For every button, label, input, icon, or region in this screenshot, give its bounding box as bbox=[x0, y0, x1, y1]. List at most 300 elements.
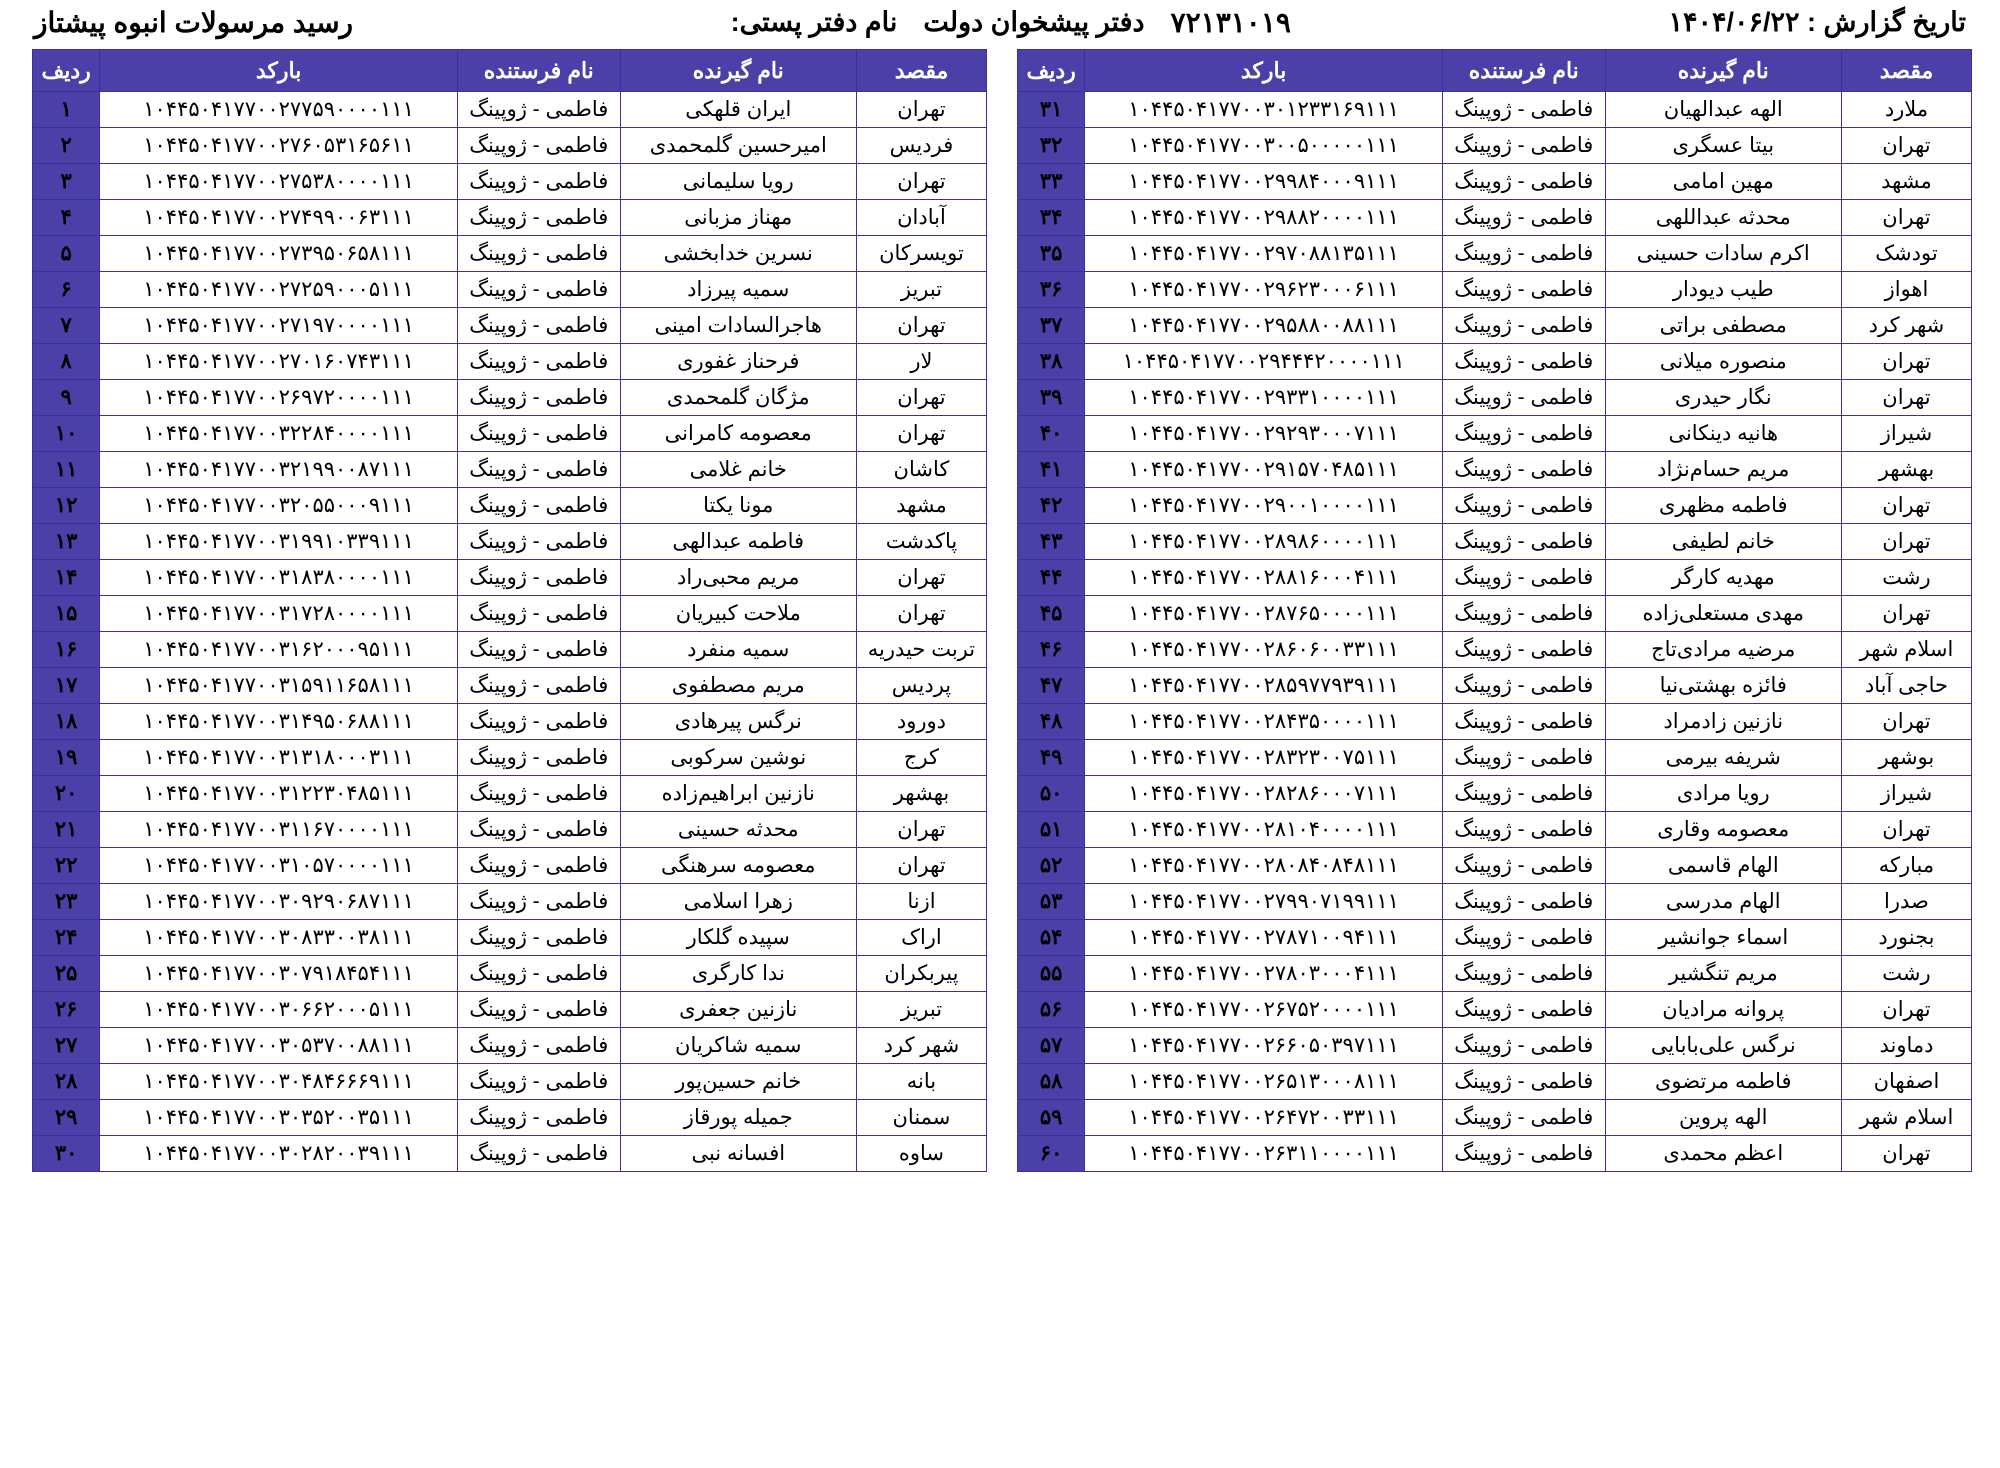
cell-destination: فردیس bbox=[856, 128, 986, 164]
table-row bbox=[33, 488, 987, 524]
cell-barcode: ۱۰۴۴۵۰۴۱۷۷۰۰۲۸۵۹۷۷۹۳۹۱۱۱ bbox=[1085, 668, 1443, 704]
column-header-row: ردیف bbox=[33, 50, 100, 92]
column-header-receiver: نام گیرنده bbox=[1605, 50, 1841, 92]
cell-receiver-name: مریم حسام‌نژاد bbox=[1605, 452, 1841, 488]
cell-destination: تهران bbox=[1841, 812, 1971, 848]
cell-barcode: ۱۰۴۴۵۰۴۱۷۷۰۰۳۱۲۲۳۰۴۸۵۱۱۱ bbox=[100, 776, 458, 812]
cell-receiver-name: مصطفی براتی bbox=[1605, 308, 1841, 344]
column-header-receiver: نام گیرنده bbox=[620, 50, 856, 92]
table-row bbox=[33, 1100, 987, 1136]
cell-row-number: ۱۴ bbox=[33, 560, 100, 596]
table-row bbox=[1018, 560, 1972, 596]
cell-destination: پاکدشت bbox=[856, 524, 986, 560]
report-date: تاریخ گزارش : ۱۴۰۴/۰۶/۲۲ bbox=[1668, 7, 1966, 37]
cell-receiver-name: الهام مدرسی bbox=[1605, 884, 1841, 920]
cell-row-number: ۳۹ bbox=[1018, 380, 1085, 416]
cell-receiver-name: نازنین زادمراد bbox=[1605, 704, 1841, 740]
cell-row-number: ۳ bbox=[33, 164, 100, 200]
cell-destination: اهواز bbox=[1841, 272, 1971, 308]
cell-receiver-name: فاطمه مرتضوی bbox=[1605, 1064, 1841, 1100]
cell-barcode: ۱۰۴۴۵۰۴۱۷۷۰۰۲۸۶۰۶۰۰۳۳۱۱۱ bbox=[1085, 632, 1443, 668]
cell-sender-name: فاطمی - ژوپینگ bbox=[1442, 956, 1605, 992]
cell-row-number: ۱۲ bbox=[33, 488, 100, 524]
table-row bbox=[1018, 128, 1972, 164]
table-row bbox=[33, 920, 987, 956]
cell-row-number: ۱۸ bbox=[33, 704, 100, 740]
table-row bbox=[33, 632, 987, 668]
cell-sender-name: فاطمی - ژوپینگ bbox=[1442, 776, 1605, 812]
cell-sender-name: فاطمی - ژوپینگ bbox=[457, 704, 620, 740]
table-row bbox=[1018, 92, 1972, 128]
cell-receiver-name: نرگس پیرهادی bbox=[620, 704, 856, 740]
cell-sender-name: فاطمی - ژوپینگ bbox=[457, 92, 620, 128]
table-row bbox=[33, 524, 987, 560]
cell-barcode: ۱۰۴۴۵۰۴۱۷۷۰۰۲۷۲۵۹۰۰۰۵۱۱۱ bbox=[100, 272, 458, 308]
table-row bbox=[33, 560, 987, 596]
table-row bbox=[1018, 236, 1972, 272]
cell-destination: تهران bbox=[1841, 200, 1971, 236]
cell-receiver-name: مریم مصطفوی bbox=[620, 668, 856, 704]
cell-receiver-name: منصوره میلانی bbox=[1605, 344, 1841, 380]
cell-row-number: ۴۸ bbox=[1018, 704, 1085, 740]
table-header-row bbox=[33, 50, 987, 92]
cell-receiver-name: نازنین جعفری bbox=[620, 992, 856, 1028]
cell-destination: تهران bbox=[856, 812, 986, 848]
cell-destination: اسلام شهر bbox=[1841, 632, 1971, 668]
post-office-info bbox=[731, 6, 1291, 39]
cell-receiver-name: مریم محبی‌راد bbox=[620, 560, 856, 596]
cell-sender-name: فاطمی - ژوپینگ bbox=[1442, 380, 1605, 416]
cell-row-number: ۲۴ bbox=[33, 920, 100, 956]
table-row bbox=[33, 272, 987, 308]
cell-sender-name: فاطمی - ژوپینگ bbox=[457, 1064, 620, 1100]
cell-barcode: ۱۰۴۴۵۰۴۱۷۷۰۰۲۸۳۲۳۰۰۷۵۱۱۱ bbox=[1085, 740, 1443, 776]
cell-destination: تهران bbox=[856, 560, 986, 596]
cell-sender-name: فاطمی - ژوپینگ bbox=[1442, 308, 1605, 344]
cell-receiver-name: افسانه نبی bbox=[620, 1136, 856, 1172]
cell-barcode: ۱۰۴۴۵۰۴۱۷۷۰۰۳۰۵۳۷۰۰۸۸۱۱۱ bbox=[100, 1028, 458, 1064]
cell-sender-name: فاطمی - ژوپینگ bbox=[457, 344, 620, 380]
cell-row-number: ۴۱ bbox=[1018, 452, 1085, 488]
cell-barcode: ۱۰۴۴۵۰۴۱۷۷۰۰۲۷۶۰۵۳۱۶۵۶۱۱ bbox=[100, 128, 458, 164]
cell-row-number: ۴۲ bbox=[1018, 488, 1085, 524]
cell-sender-name: فاطمی - ژوپینگ bbox=[1442, 992, 1605, 1028]
cell-receiver-name: نگار حیدری bbox=[1605, 380, 1841, 416]
cell-receiver-name: هانیه دینکانی bbox=[1605, 416, 1841, 452]
cell-row-number: ۴ bbox=[33, 200, 100, 236]
cell-destination: شیراز bbox=[1841, 776, 1971, 812]
cell-sender-name: فاطمی - ژوپینگ bbox=[457, 524, 620, 560]
cell-receiver-name: فاطمه مظهری bbox=[1605, 488, 1841, 524]
cell-sender-name: فاطمی - ژوپینگ bbox=[457, 776, 620, 812]
post-office-code: ۷۲۱۳۱۰۱۹ bbox=[1170, 7, 1291, 38]
cell-receiver-name: سمیه منفرد bbox=[620, 632, 856, 668]
cell-receiver-name: ملاحت کبیریان bbox=[620, 596, 856, 632]
cell-row-number: ۶۰ bbox=[1018, 1136, 1085, 1172]
column-header-sender: نام فرستنده bbox=[457, 50, 620, 92]
cell-sender-name: فاطمی - ژوپینگ bbox=[457, 272, 620, 308]
table-row bbox=[33, 884, 987, 920]
cell-barcode: ۱۰۴۴۵۰۴۱۷۷۰۰۳۰۱۲۳۳۱۶۹۱۱۱ bbox=[1085, 92, 1443, 128]
cell-sender-name: فاطمی - ژوپینگ bbox=[1442, 1028, 1605, 1064]
cell-sender-name: فاطمی - ژوپینگ bbox=[457, 1100, 620, 1136]
cell-barcode: ۱۰۴۴۵۰۴۱۷۷۰۰۳۱۹۹۱۰۳۳۹۱۱۱ bbox=[100, 524, 458, 560]
cell-barcode: ۱۰۴۴۵۰۴۱۷۷۰۰۳۰۴۸۴۶۶۶۹۱۱۱ bbox=[100, 1064, 458, 1100]
cell-barcode: ۱۰۴۴۵۰۴۱۷۷۰۰۲۸۹۸۶۰۰۰۰۱۱۱ bbox=[1085, 524, 1443, 560]
cell-receiver-name: مهدی مستعلی‌زاده bbox=[1605, 596, 1841, 632]
shipments-table-left bbox=[1017, 49, 1972, 1172]
cell-barcode: ۱۰۴۴۵۰۴۱۷۷۰۰۲۹۹۸۴۰۰۰۹۱۱۱ bbox=[1085, 164, 1443, 200]
cell-destination: تهران bbox=[1841, 344, 1971, 380]
cell-destination: پردیس bbox=[856, 668, 986, 704]
cell-destination: تهران bbox=[856, 308, 986, 344]
cell-destination: بجنورد bbox=[1841, 920, 1971, 956]
cell-destination: آبادان bbox=[856, 200, 986, 236]
cell-destination: شیراز bbox=[1841, 416, 1971, 452]
cell-destination: شهر کرد bbox=[1841, 308, 1971, 344]
table-row bbox=[33, 1028, 987, 1064]
table-row bbox=[33, 776, 987, 812]
cell-receiver-name: الهه پروین bbox=[1605, 1100, 1841, 1136]
cell-destination: تهران bbox=[856, 848, 986, 884]
cell-barcode: ۱۰۴۴۵۰۴۱۷۷۰۰۲۷۹۹۰۷۱۹۹۱۱۱ bbox=[1085, 884, 1443, 920]
cell-barcode: ۱۰۴۴۵۰۴۱۷۷۰۰۳۲۲۸۴۰۰۰۰۱۱۱ bbox=[100, 416, 458, 452]
cell-sender-name: فاطمی - ژوپینگ bbox=[457, 236, 620, 272]
post-office-name: دفتر پیشخوان دولت bbox=[923, 7, 1145, 37]
cell-row-number: ۵۹ bbox=[1018, 1100, 1085, 1136]
cell-sender-name: فاطمی - ژوپینگ bbox=[457, 1136, 620, 1172]
table-row bbox=[1018, 164, 1972, 200]
cell-row-number: ۵۰ bbox=[1018, 776, 1085, 812]
cell-destination: کاشان bbox=[856, 452, 986, 488]
table-row bbox=[1018, 632, 1972, 668]
cell-sender-name: فاطمی - ژوپینگ bbox=[1442, 200, 1605, 236]
cell-barcode: ۱۰۴۴۵۰۴۱۷۷۰۰۳۱۵۹۱۱۶۵۸۱۱۱ bbox=[100, 668, 458, 704]
table-row bbox=[33, 416, 987, 452]
cell-barcode: ۱۰۴۴۵۰۴۱۷۷۰۰۳۱۴۹۵۰۶۸۸۱۱۱ bbox=[100, 704, 458, 740]
cell-row-number: ۵۵ bbox=[1018, 956, 1085, 992]
cell-sender-name: فاطمی - ژوپینگ bbox=[1442, 236, 1605, 272]
cell-receiver-name: فرحناز غفوری bbox=[620, 344, 856, 380]
cell-row-number: ۱۷ bbox=[33, 668, 100, 704]
cell-destination: بهشهر bbox=[856, 776, 986, 812]
table-row bbox=[33, 668, 987, 704]
table-row bbox=[1018, 884, 1972, 920]
table-row bbox=[1018, 308, 1972, 344]
cell-sender-name: فاطمی - ژوپینگ bbox=[1442, 596, 1605, 632]
cell-barcode: ۱۰۴۴۵۰۴۱۷۷۰۰۲۷۸۷۱۰۰۹۴۱۱۱ bbox=[1085, 920, 1443, 956]
cell-sender-name: فاطمی - ژوپینگ bbox=[1442, 704, 1605, 740]
cell-row-number: ۳۸ bbox=[1018, 344, 1085, 380]
cell-row-number: ۲۱ bbox=[33, 812, 100, 848]
cell-receiver-name: معصومه سرهنگی bbox=[620, 848, 856, 884]
cell-sender-name: فاطمی - ژوپینگ bbox=[1442, 812, 1605, 848]
cell-barcode: ۱۰۴۴۵۰۴۱۷۷۰۰۳۱۰۵۷۰۰۰۰۱۱۱ bbox=[100, 848, 458, 884]
cell-row-number: ۵۷ bbox=[1018, 1028, 1085, 1064]
cell-sender-name: فاطمی - ژوپینگ bbox=[1442, 128, 1605, 164]
cell-row-number: ۱۱ bbox=[33, 452, 100, 488]
cell-row-number: ۳۵ bbox=[1018, 236, 1085, 272]
cell-sender-name: فاطمی - ژوپینگ bbox=[457, 992, 620, 1028]
cell-receiver-name: ایران قلهکی bbox=[620, 92, 856, 128]
table-row bbox=[1018, 344, 1972, 380]
cell-destination: کرج bbox=[856, 740, 986, 776]
table-header-row bbox=[1018, 50, 1972, 92]
table-row bbox=[1018, 1136, 1972, 1172]
tables-container bbox=[0, 49, 2000, 1172]
cell-destination: مشهد bbox=[856, 488, 986, 524]
cell-row-number: ۹ bbox=[33, 380, 100, 416]
table-row bbox=[33, 812, 987, 848]
cell-receiver-name: بیتا عسگری bbox=[1605, 128, 1841, 164]
table-row bbox=[1018, 812, 1972, 848]
cell-destination: تهران bbox=[856, 92, 986, 128]
cell-destination: تربت حیدریه bbox=[856, 632, 986, 668]
cell-row-number: ۲۰ bbox=[33, 776, 100, 812]
cell-row-number: ۴۷ bbox=[1018, 668, 1085, 704]
cell-receiver-name: فائزه بهشتی‌نیا bbox=[1605, 668, 1841, 704]
cell-row-number: ۸ bbox=[33, 344, 100, 380]
cell-receiver-name: سمیه شاکریان bbox=[620, 1028, 856, 1064]
cell-barcode: ۱۰۴۴۵۰۴۱۷۷۰۰۳۰۲۸۲۰۰۳۹۱۱۱ bbox=[100, 1136, 458, 1172]
cell-sender-name: فاطمی - ژوپینگ bbox=[1442, 740, 1605, 776]
cell-barcode: ۱۰۴۴۵۰۴۱۷۷۰۰۲۹۳۳۱۰۰۰۰۱۱۱ bbox=[1085, 380, 1443, 416]
cell-barcode: ۱۰۴۴۵۰۴۱۷۷۰۰۲۷۳۹۵۰۶۵۸۱۱۱ bbox=[100, 236, 458, 272]
cell-destination: تویسرکان bbox=[856, 236, 986, 272]
cell-receiver-name: نسرین خدابخشی bbox=[620, 236, 856, 272]
cell-sender-name: فاطمی - ژوپینگ bbox=[457, 452, 620, 488]
cell-row-number: ۷ bbox=[33, 308, 100, 344]
cell-row-number: ۳۶ bbox=[1018, 272, 1085, 308]
cell-row-number: ۲۶ bbox=[33, 992, 100, 1028]
column-header-row: ردیف bbox=[1018, 50, 1085, 92]
cell-sender-name: فاطمی - ژوپینگ bbox=[1442, 848, 1605, 884]
cell-sender-name: فاطمی - ژوپینگ bbox=[1442, 668, 1605, 704]
cell-row-number: ۲۹ bbox=[33, 1100, 100, 1136]
table-row bbox=[1018, 380, 1972, 416]
cell-destination: رشت bbox=[1841, 560, 1971, 596]
cell-sender-name: فاطمی - ژوپینگ bbox=[457, 668, 620, 704]
cell-barcode: ۱۰۴۴۵۰۴۱۷۷۰۰۲۶۶۰۵۰۳۹۷۱۱۱ bbox=[1085, 1028, 1443, 1064]
cell-sender-name: فاطمی - ژوپینگ bbox=[1442, 92, 1605, 128]
cell-receiver-name: مژگان گلمحمدی bbox=[620, 380, 856, 416]
cell-destination: صدرا bbox=[1841, 884, 1971, 920]
cell-destination: اراک bbox=[856, 920, 986, 956]
cell-destination: تهران bbox=[1841, 704, 1971, 740]
cell-sender-name: فاطمی - ژوپینگ bbox=[1442, 488, 1605, 524]
cell-barcode: ۱۰۴۴۵۰۴۱۷۷۰۰۳۰۰۵۰۰۰۰۰۱۱۱ bbox=[1085, 128, 1443, 164]
cell-destination: مشهد bbox=[1841, 164, 1971, 200]
cell-row-number: ۳۱ bbox=[1018, 92, 1085, 128]
table-row bbox=[1018, 272, 1972, 308]
cell-destination: شهر کرد bbox=[856, 1028, 986, 1064]
table-row bbox=[33, 308, 987, 344]
cell-row-number: ۳۰ bbox=[33, 1136, 100, 1172]
cell-receiver-name: پروانه مرادیان bbox=[1605, 992, 1841, 1028]
cell-row-number: ۴۴ bbox=[1018, 560, 1085, 596]
cell-destination: تهران bbox=[856, 164, 986, 200]
cell-receiver-name: جمیله پورقاز bbox=[620, 1100, 856, 1136]
cell-barcode: ۱۰۴۴۵۰۴۱۷۷۰۰۲۹۸۸۲۰۰۰۰۱۱۱ bbox=[1085, 200, 1443, 236]
cell-receiver-name: سمیه پیرزاد bbox=[620, 272, 856, 308]
cell-sender-name: فاطمی - ژوپینگ bbox=[457, 380, 620, 416]
cell-destination: بهشهر bbox=[1841, 452, 1971, 488]
cell-barcode: ۱۰۴۴۵۰۴۱۷۷۰۰۳۱۱۶۷۰۰۰۰۱۱۱ bbox=[100, 812, 458, 848]
cell-row-number: ۱۶ bbox=[33, 632, 100, 668]
cell-row-number: ۵۶ bbox=[1018, 992, 1085, 1028]
cell-row-number: ۴۳ bbox=[1018, 524, 1085, 560]
cell-row-number: ۲۳ bbox=[33, 884, 100, 920]
cell-receiver-name: رویا سلیمانی bbox=[620, 164, 856, 200]
cell-receiver-name: طیب دیودار bbox=[1605, 272, 1841, 308]
cell-barcode: ۱۰۴۴۵۰۴۱۷۷۰۰۲۸۱۰۴۰۰۰۰۱۱۱ bbox=[1085, 812, 1443, 848]
cell-destination: تهران bbox=[856, 416, 986, 452]
table-row bbox=[1018, 596, 1972, 632]
cell-receiver-name: امیرحسین گلمحمدی bbox=[620, 128, 856, 164]
cell-row-number: ۱ bbox=[33, 92, 100, 128]
cell-barcode: ۱۰۴۴۵۰۴۱۷۷۰۰۲۸۰۸۴۰۸۴۸۱۱۱ bbox=[1085, 848, 1443, 884]
cell-destination: تهران bbox=[1841, 128, 1971, 164]
cell-receiver-name: مهدیه کارگر bbox=[1605, 560, 1841, 596]
cell-destination: تهران bbox=[1841, 1136, 1971, 1172]
cell-receiver-name: الهه عبدالهیان bbox=[1605, 92, 1841, 128]
table-row bbox=[1018, 200, 1972, 236]
cell-barcode: ۱۰۴۴۵۰۴۱۷۷۰۰۲۹۲۹۳۰۰۰۷۱۱۱ bbox=[1085, 416, 1443, 452]
column-header-sender: نام فرستنده bbox=[1442, 50, 1605, 92]
table-row bbox=[33, 380, 987, 416]
cell-barcode: ۱۰۴۴۵۰۴۱۷۷۰۰۲۹۵۸۸۰۰۸۸۱۱۱ bbox=[1085, 308, 1443, 344]
cell-row-number: ۳۷ bbox=[1018, 308, 1085, 344]
cell-row-number: ۵۸ bbox=[1018, 1064, 1085, 1100]
cell-row-number: ۵۴ bbox=[1018, 920, 1085, 956]
cell-receiver-name: هاجرالسادات امینی bbox=[620, 308, 856, 344]
cell-barcode: ۱۰۴۴۵۰۴۱۷۷۰۰۲۹۱۵۷۰۴۸۵۱۱۱ bbox=[1085, 452, 1443, 488]
table-row bbox=[1018, 452, 1972, 488]
cell-sender-name: فاطمی - ژوپینگ bbox=[1442, 560, 1605, 596]
table-row bbox=[1018, 920, 1972, 956]
cell-sender-name: فاطمی - ژوپینگ bbox=[457, 200, 620, 236]
cell-destination: بانه bbox=[856, 1064, 986, 1100]
cell-receiver-name: اسماء جوانشیر bbox=[1605, 920, 1841, 956]
cell-destination: ملارد bbox=[1841, 92, 1971, 128]
column-header-dest: مقصد bbox=[856, 50, 986, 92]
cell-barcode: ۱۰۴۴۵۰۴۱۷۷۰۰۳۲۱۹۹۰۰۸۷۱۱۱ bbox=[100, 452, 458, 488]
cell-row-number: ۴۰ bbox=[1018, 416, 1085, 452]
cell-barcode: ۱۰۴۴۵۰۴۱۷۷۰۰۲۷۸۰۳۰۰۰۴۱۱۱ bbox=[1085, 956, 1443, 992]
cell-barcode: ۱۰۴۴۵۰۴۱۷۷۰۰۲۶۴۷۲۰۰۳۳۱۱۱ bbox=[1085, 1100, 1443, 1136]
cell-row-number: ۵ bbox=[33, 236, 100, 272]
cell-destination: بوشهر bbox=[1841, 740, 1971, 776]
cell-sender-name: فاطمی - ژوپینگ bbox=[457, 596, 620, 632]
document-header bbox=[0, 0, 2000, 49]
table-body-right bbox=[33, 92, 987, 1172]
cell-receiver-name: معصومه وقاری bbox=[1605, 812, 1841, 848]
cell-receiver-name: الهام قاسمی bbox=[1605, 848, 1841, 884]
cell-barcode: ۱۰۴۴۵۰۴۱۷۷۰۰۲۹۰۰۱۰۰۰۰۱۱۱ bbox=[1085, 488, 1443, 524]
cell-row-number: ۱۵ bbox=[33, 596, 100, 632]
cell-row-number: ۳۳ bbox=[1018, 164, 1085, 200]
cell-receiver-name: فاطمه عبدالهی bbox=[620, 524, 856, 560]
cell-destination: ازنا bbox=[856, 884, 986, 920]
cell-barcode: ۱۰۴۴۵۰۴۱۷۷۰۰۲۸۴۳۵۰۰۰۰۱۱۱ bbox=[1085, 704, 1443, 740]
cell-barcode: ۱۰۴۴۵۰۴۱۷۷۰۰۲۸۲۸۶۰۰۰۷۱۱۱ bbox=[1085, 776, 1443, 812]
table-row bbox=[33, 848, 987, 884]
cell-barcode: ۱۰۴۴۵۰۴۱۷۷۰۰۳۰۸۳۳۰۰۳۸۱۱۱ bbox=[100, 920, 458, 956]
cell-sender-name: فاطمی - ژوپینگ bbox=[457, 740, 620, 776]
cell-receiver-name: مرضیه مرادی‌تاج bbox=[1605, 632, 1841, 668]
shipments-table-right bbox=[32, 49, 987, 1172]
cell-receiver-name: مهین امامی bbox=[1605, 164, 1841, 200]
cell-sender-name: فاطمی - ژوپینگ bbox=[1442, 920, 1605, 956]
table-row bbox=[1018, 1028, 1972, 1064]
table-row bbox=[33, 92, 987, 128]
cell-destination: رشت bbox=[1841, 956, 1971, 992]
table-body-left bbox=[1018, 92, 1972, 1172]
cell-barcode: ۱۰۴۴۵۰۴۱۷۷۰۰۳۱۷۲۸۰۰۰۰۱۱۱ bbox=[100, 596, 458, 632]
cell-sender-name: فاطمی - ژوپینگ bbox=[457, 812, 620, 848]
cell-barcode: ۱۰۴۴۵۰۴۱۷۷۰۰۳۰۳۵۲۰۰۳۵۱۱۱ bbox=[100, 1100, 458, 1136]
cell-destination: مبارکه bbox=[1841, 848, 1971, 884]
table-row bbox=[1018, 1064, 1972, 1100]
cell-row-number: ۳۴ bbox=[1018, 200, 1085, 236]
cell-barcode: ۱۰۴۴۵۰۴۱۷۷۰۰۲۶۷۵۲۰۰۰۰۱۱۱ bbox=[1085, 992, 1443, 1028]
cell-destination: اسلام شهر bbox=[1841, 1100, 1971, 1136]
cell-sender-name: فاطمی - ژوپینگ bbox=[457, 848, 620, 884]
cell-barcode: ۱۰۴۴۵۰۴۱۷۷۰۰۳۱۸۳۸۰۰۰۰۱۱۱ bbox=[100, 560, 458, 596]
cell-barcode: ۱۰۴۴۵۰۴۱۷۷۰۰۲۶۳۱۱۰۰۰۰۱۱۱ bbox=[1085, 1136, 1443, 1172]
cell-row-number: ۴۶ bbox=[1018, 632, 1085, 668]
cell-destination: تهران bbox=[1841, 488, 1971, 524]
cell-destination: ساوه bbox=[856, 1136, 986, 1172]
cell-sender-name: فاطمی - ژوپینگ bbox=[457, 884, 620, 920]
table-row bbox=[33, 1136, 987, 1172]
table-row bbox=[33, 344, 987, 380]
table-row bbox=[33, 1064, 987, 1100]
cell-barcode: ۱۰۴۴۵۰۴۱۷۷۰۰۳۰۷۹۱۸۴۵۴۱۱۱ bbox=[100, 956, 458, 992]
table-row bbox=[1018, 776, 1972, 812]
cell-destination: تهران bbox=[856, 380, 986, 416]
cell-sender-name: فاطمی - ژوپینگ bbox=[1442, 452, 1605, 488]
cell-barcode: ۱۰۴۴۵۰۴۱۷۷۰۰۲۶۵۱۳۰۰۰۸۱۱۱ bbox=[1085, 1064, 1443, 1100]
cell-barcode: ۱۰۴۴۵۰۴۱۷۷۰۰۲۸۸۱۶۰۰۰۴۱۱۱ bbox=[1085, 560, 1443, 596]
cell-sender-name: فاطمی - ژوپینگ bbox=[457, 920, 620, 956]
cell-row-number: ۲۷ bbox=[33, 1028, 100, 1064]
cell-barcode: ۱۰۴۴۵۰۴۱۷۷۰۰۲۷۱۹۷۰۰۰۰۱۱۱ bbox=[100, 308, 458, 344]
cell-row-number: ۴۹ bbox=[1018, 740, 1085, 776]
cell-destination: تودشک bbox=[1841, 236, 1971, 272]
cell-receiver-name: خانم لطیفی bbox=[1605, 524, 1841, 560]
cell-destination: دماوند bbox=[1841, 1028, 1971, 1064]
cell-barcode: ۱۰۴۴۵۰۴۱۷۷۰۰۳۰۹۲۹۰۶۸۷۱۱۱ bbox=[100, 884, 458, 920]
cell-sender-name: فاطمی - ژوپینگ bbox=[457, 1028, 620, 1064]
cell-receiver-name: نوشین سرکوبی bbox=[620, 740, 856, 776]
cell-barcode: ۱۰۴۴۵۰۴۱۷۷۰۰۲۹۴۴۴۲۰۰۰۰۱۱۱ bbox=[1085, 344, 1443, 380]
cell-barcode: ۱۰۴۴۵۰۴۱۷۷۰۰۲۷۴۹۹۰۰۶۳۱۱۱ bbox=[100, 200, 458, 236]
cell-sender-name: فاطمی - ژوپینگ bbox=[1442, 164, 1605, 200]
cell-destination: حاجی آباد bbox=[1841, 668, 1971, 704]
cell-row-number: ۶ bbox=[33, 272, 100, 308]
cell-destination: تهران bbox=[856, 596, 986, 632]
cell-receiver-name: زهرا اسلامی bbox=[620, 884, 856, 920]
table-row bbox=[33, 992, 987, 1028]
cell-receiver-name: ندا کارگری bbox=[620, 956, 856, 992]
cell-receiver-name: رویا مرادی bbox=[1605, 776, 1841, 812]
table-row bbox=[33, 200, 987, 236]
table-row bbox=[1018, 992, 1972, 1028]
cell-sender-name: فاطمی - ژوپینگ bbox=[457, 488, 620, 524]
cell-sender-name: فاطمی - ژوپینگ bbox=[1442, 344, 1605, 380]
cell-sender-name: فاطمی - ژوپینگ bbox=[457, 164, 620, 200]
